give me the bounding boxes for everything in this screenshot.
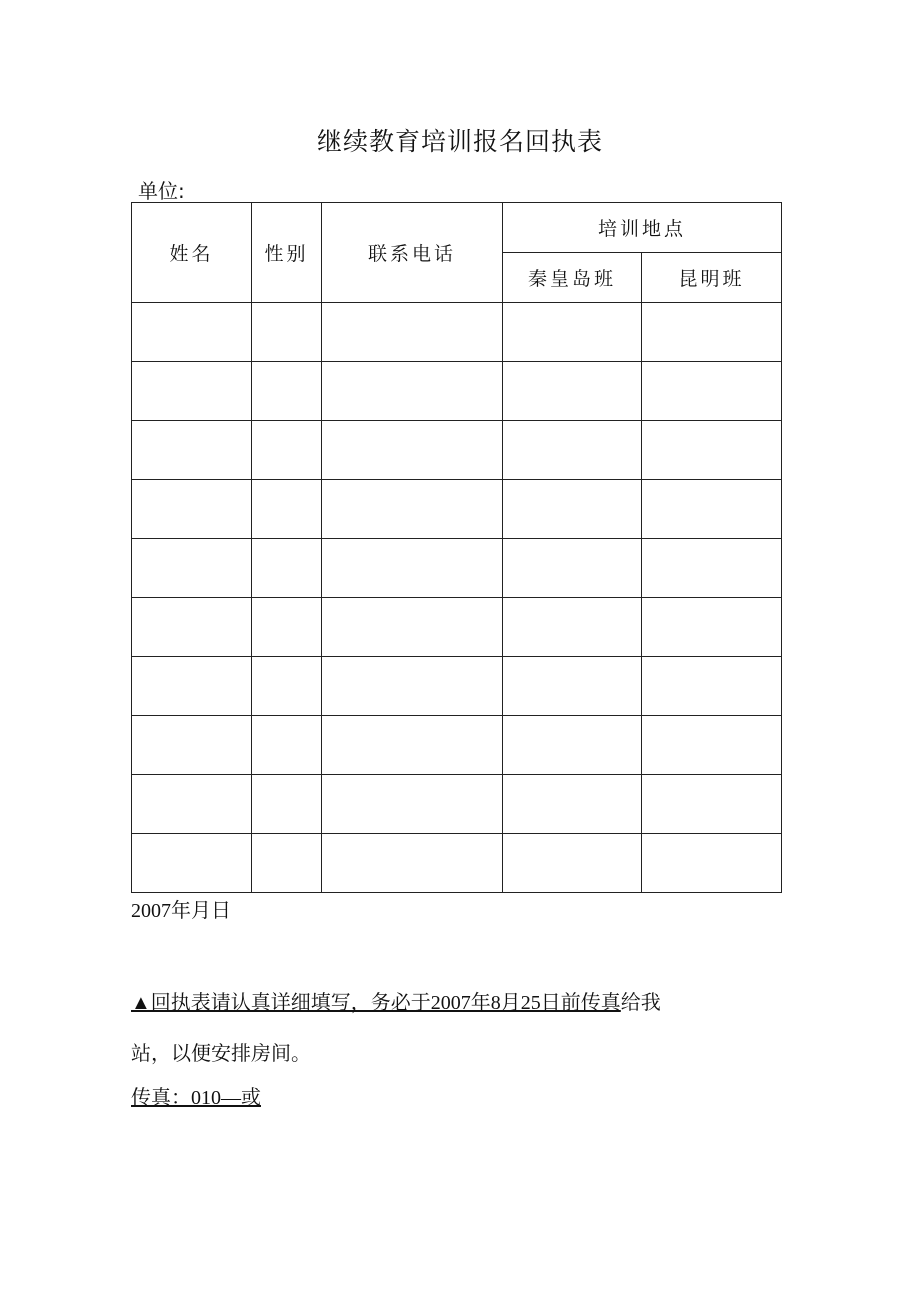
phone-cell[interactable]: [322, 657, 503, 716]
date-line: 2007年月日: [131, 900, 231, 922]
header-phone: 联系电话: [322, 203, 503, 303]
name-cell[interactable]: [132, 362, 252, 421]
kunming-cell[interactable]: [642, 716, 782, 775]
name-cell[interactable]: [132, 775, 252, 834]
kunming-cell[interactable]: [642, 657, 782, 716]
name-cell[interactable]: [132, 716, 252, 775]
fax-line: 传真：010—或: [131, 1087, 261, 1109]
kunming-cell[interactable]: [642, 775, 782, 834]
name-cell[interactable]: [132, 539, 252, 598]
name-cell[interactable]: [132, 657, 252, 716]
form-title: 继续教育培训报名回执表: [316, 127, 603, 156]
header-location: 培训地点: [503, 203, 782, 253]
header-qinhuangdao: 秦皇岛班: [503, 253, 642, 303]
qinhuangdao-cell[interactable]: [503, 775, 642, 834]
sex-cell[interactable]: [252, 716, 322, 775]
sex-cell[interactable]: [252, 598, 322, 657]
qinhuangdao-cell[interactable]: [503, 539, 642, 598]
note-underlined: ▲回执表请认真详细填写，务必于2007年8月25日前传真: [131, 992, 621, 1014]
table-row: [132, 303, 782, 362]
qinhuangdao-cell[interactable]: [503, 421, 642, 480]
name-cell[interactable]: [132, 480, 252, 539]
sex-cell[interactable]: [252, 480, 322, 539]
table-row: [132, 834, 782, 893]
table-row: [132, 716, 782, 775]
header-name: 姓名: [132, 203, 252, 303]
phone-cell[interactable]: [322, 775, 503, 834]
table-row: [132, 657, 782, 716]
kunming-cell[interactable]: [642, 421, 782, 480]
phone-cell[interactable]: [322, 421, 503, 480]
header-sex: 性别: [252, 203, 322, 303]
sex-cell[interactable]: [252, 775, 322, 834]
name-cell[interactable]: [132, 834, 252, 893]
kunming-cell[interactable]: [642, 362, 782, 421]
kunming-cell[interactable]: [642, 598, 782, 657]
sex-cell[interactable]: [252, 834, 322, 893]
kunming-cell[interactable]: [642, 834, 782, 893]
name-cell[interactable]: [132, 421, 252, 480]
sex-cell[interactable]: [252, 303, 322, 362]
table-row: [132, 775, 782, 834]
phone-cell[interactable]: [322, 598, 503, 657]
unit-label: 单位:: [138, 179, 185, 203]
qinhuangdao-cell[interactable]: [503, 716, 642, 775]
table-row: [132, 539, 782, 598]
table-row: [132, 598, 782, 657]
kunming-cell[interactable]: [642, 539, 782, 598]
phone-cell[interactable]: [322, 480, 503, 539]
table-row: [132, 480, 782, 539]
qinhuangdao-cell[interactable]: [503, 480, 642, 539]
header-kunming: 昆明班: [642, 253, 782, 303]
note-paragraph: [131, 978, 791, 1080]
sex-cell[interactable]: [252, 421, 322, 480]
kunming-cell[interactable]: [642, 303, 782, 362]
qinhuangdao-cell[interactable]: [503, 598, 642, 657]
phone-cell[interactable]: [322, 834, 503, 893]
sex-cell[interactable]: [252, 657, 322, 716]
table-row: [132, 421, 782, 480]
name-cell[interactable]: [132, 303, 252, 362]
phone-cell[interactable]: [322, 539, 503, 598]
qinhuangdao-cell[interactable]: [503, 303, 642, 362]
sex-cell[interactable]: [252, 362, 322, 421]
qinhuangdao-cell[interactable]: [503, 657, 642, 716]
phone-cell[interactable]: [322, 303, 503, 362]
name-cell[interactable]: [132, 598, 252, 657]
registration-table: [131, 202, 782, 893]
note-rest: 给我: [620, 992, 661, 1014]
qinhuangdao-cell[interactable]: [503, 834, 642, 893]
phone-cell[interactable]: [322, 362, 503, 421]
table-row: [132, 362, 782, 421]
kunming-cell[interactable]: [642, 480, 782, 539]
qinhuangdao-cell[interactable]: [503, 362, 642, 421]
phone-cell[interactable]: [322, 716, 503, 775]
note-line2: 站，以便安排房间。: [131, 1043, 311, 1065]
sex-cell[interactable]: [252, 539, 322, 598]
